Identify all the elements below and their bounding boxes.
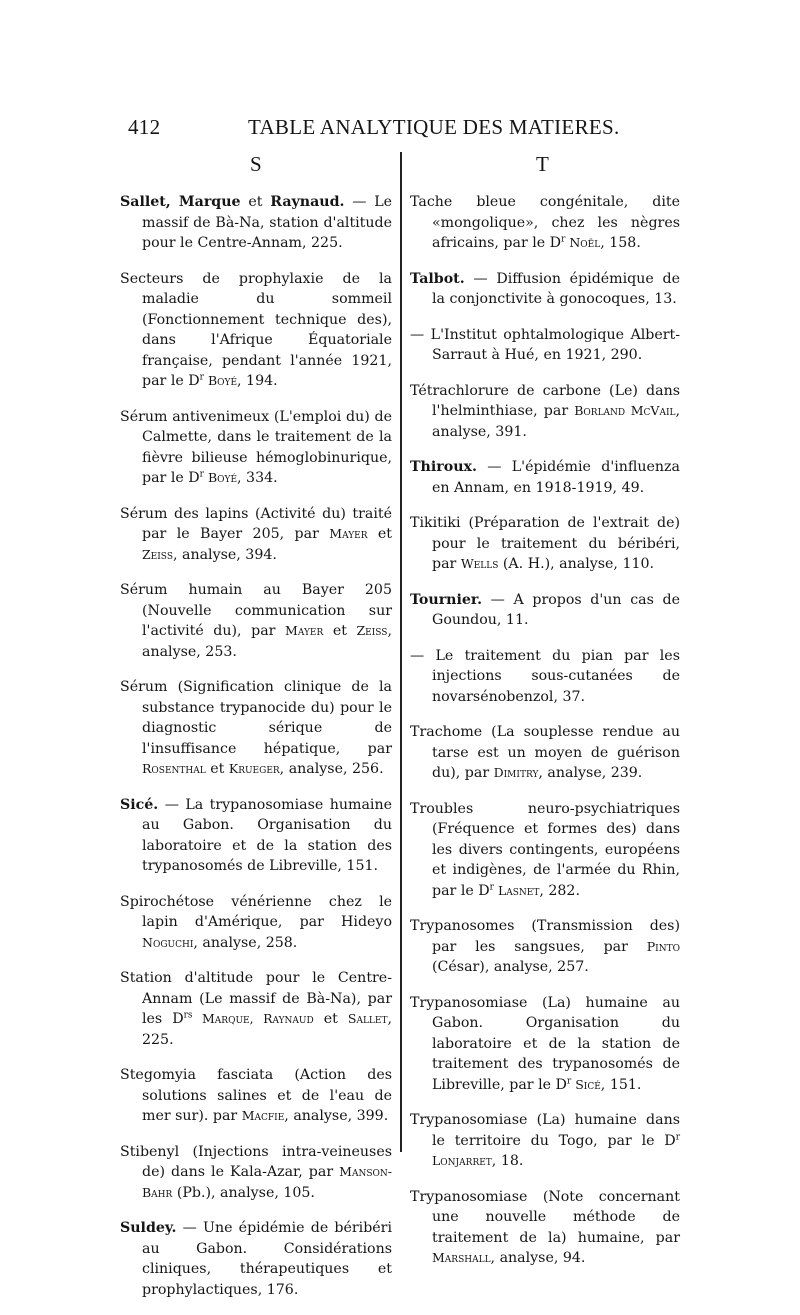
cited-author: Wells [460, 556, 499, 571]
entry-text: , analyse, 391. [432, 403, 680, 440]
entry-text: Sérum des lapins (Activité du) traité par le Bayer 205, par [120, 505, 392, 542]
entry-text: (A. H.), analyse, 110. [498, 556, 655, 572]
page-number: 412 [128, 115, 161, 139]
index-entry [410, 269, 680, 310]
entry-text: , 282. [539, 882, 580, 899]
entry-text: et [323, 623, 357, 639]
entry-text: et [205, 761, 229, 777]
entry-text: , analyse, 258. [193, 934, 298, 951]
cited-author: Marshall [432, 1250, 491, 1265]
entry-text: , analyse, 256. [279, 761, 384, 777]
entry-text: — La trypanosomiase humaine au Gabon. Organisation du laboratoire et de la station des trypanosomés de Libreville, 151. [142, 796, 392, 874]
entry-text: Troubles neuro-psychiatriques (Fréquence et formes des) dans les divers contingents, européens et indigènes, de l'armée du Rhin, par le D [410, 800, 680, 899]
entry-text: , analyse, 94. [490, 1250, 586, 1266]
entry-text: Trypanosomiase (Note concernant une nouvelle méthode de traitement de la) humaine, par [410, 1188, 680, 1246]
entry-text: Secteurs de prophylaxie de la maladie du sommeil (Fonctionnement technique des), dans l'Afrique Équatoriale française, pendant l'année 1921, par le D [120, 270, 392, 389]
entry-text: Spirochétose vénérienne chez le lapin d'Amérique, par Hideyo [120, 893, 392, 930]
author-name: Thiroux. [410, 459, 477, 475]
doctor-superscript: rs [183, 1010, 193, 1021]
cited-author: Mayer [329, 526, 368, 541]
index-entry [410, 1187, 680, 1269]
cited-author: Lasnet [493, 882, 540, 898]
entry-text: Sérum humain au Bayer 205 (Nouvelle communication sur l'activité du), par [120, 582, 392, 639]
entry-text: — Le traitement du pian par les injections sous-cutanées de novarsénobenzol, 37. [410, 647, 680, 705]
entry-text: Trypanosomiase (La) humaine dans le territoire du Togo, par le D [410, 1112, 680, 1149]
entry-text: Sérum (Signification clinique de la substance trypanocide du) pour le diagnostic sérique de l'insuffisance hépatique, par [120, 679, 392, 757]
index-entry [120, 1065, 392, 1127]
index-entry [120, 407, 392, 489]
cited-author: Noguchi [142, 934, 194, 950]
entry-text: , analyse, 239. [538, 765, 643, 781]
entry-text: — L'Institut ophtalmologique Albert-Sarraut à Hué, en 1921, 290. [410, 326, 680, 363]
author-name: Sicé. [120, 796, 159, 813]
entry-text: , 151. [600, 1076, 642, 1093]
index-entry [410, 722, 680, 784]
entry-text: — Le massif de Bà-Na, station d'altitude pour le Centre-Annam, 225. [142, 194, 393, 251]
entry-text: — Une épidémie de béribéri au Gabon. Considérations cliniques, thérapeutiques et prophylactiques, 176. [142, 1220, 392, 1298]
doctor-superscript: r [199, 372, 204, 383]
column-letter-t: T [536, 152, 549, 176]
column-letter-s: S [250, 152, 262, 176]
index-entry [120, 795, 392, 877]
author-name: Talbot. [410, 270, 465, 287]
index-entry [120, 677, 392, 780]
cited-author: Dimitry [493, 765, 539, 780]
cited-author: Borland McVail [574, 403, 676, 418]
entry-text: , analyse, 394. [172, 546, 277, 563]
doctor-superscript: r [489, 881, 494, 892]
index-entry [120, 968, 392, 1050]
index-entry [120, 269, 392, 392]
cited-author: Lonjarret [432, 1153, 492, 1168]
index-entry [120, 1142, 392, 1204]
entry-text: — A propos d'un cas de Goundou, 11. [432, 591, 680, 628]
entry-text: Tétrachlorure de carbone (Le) dans l'helminthiase, par [410, 382, 680, 419]
page-title: TABLE ANALYTIQUE DES MATIERES. [248, 115, 620, 139]
index-entry [410, 993, 680, 1096]
doctor-superscript: r [561, 234, 566, 245]
entry-text: Stegomyia fasciata (Action des solutions salines et de l'eau de mer sur). par [120, 1067, 392, 1124]
entry-text: — L'épidémie d'influenza en Annam, en 1918-1919, 49. [432, 459, 680, 496]
entry-text: et [367, 526, 393, 542]
index-entry [410, 192, 680, 254]
index-entry [410, 916, 680, 978]
cited-author: Boyé [203, 470, 238, 485]
index-entry [410, 381, 680, 443]
entry-text: , 158. [600, 235, 641, 251]
author-name: Raynaud. [270, 194, 345, 210]
entry-text: , 194. [237, 373, 278, 389]
index-entry [410, 325, 680, 366]
cited-author: Macfie [241, 1108, 285, 1123]
entry-text: — Diffusion épidémique de la conjonctivite à gonocoques, 13. [432, 270, 680, 307]
entry-text: (César), analyse, 257. [432, 959, 589, 975]
entry-text: , 334. [237, 470, 278, 486]
author-name: Sallet, Marque [120, 194, 241, 210]
index-entry [120, 580, 392, 662]
left-column [120, 192, 392, 1315]
cited-author: Krueger [228, 761, 280, 776]
column-divider [400, 152, 402, 1152]
index-entry [410, 799, 680, 902]
entry-text: , 18. [491, 1153, 524, 1169]
cited-author: Zeiss [142, 546, 173, 562]
entry-text: et [240, 194, 271, 210]
cited-author: Zeiss [356, 623, 388, 638]
entry-text: , analyse, 399. [284, 1108, 389, 1124]
index-entry [410, 1110, 680, 1172]
index-entry [410, 457, 680, 498]
right-column [410, 192, 680, 1284]
entry-text: Stibenyl (Injections intra-veineuses de) dans le Kala-Azar, par [120, 1143, 392, 1180]
doctor-superscript: r [675, 1131, 680, 1142]
entry-text: Tache bleue congénitale, dite «mongolique», chez les nègres africains, par le D [410, 194, 680, 251]
cited-author: Sallet [347, 1011, 388, 1026]
entry-text: et [313, 1011, 348, 1027]
doctor-superscript: r [566, 1075, 572, 1086]
entry-text: , 225. [142, 1011, 392, 1048]
entry-text: Tikitiki (Préparation de l'extrait de) pour le traitement du béribéri, par [410, 515, 680, 572]
cited-author: Noël [565, 235, 601, 250]
cited-author: Sicé [571, 1076, 601, 1092]
cited-author: Manson-Bahr [142, 1164, 392, 1200]
cited-author: Marque, Raynaud [192, 1011, 314, 1026]
index-entry [410, 590, 680, 631]
entry-text: Sérum antivenimeux (L'emploi du) de Calmette, dans le traitement de la fièvre bilieuse hémoglobinurique, par le D [120, 408, 392, 486]
entry-text: Trachome (La souplesse rendue au tarse est un moyen de guérison du), par [410, 724, 680, 781]
index-entry [410, 513, 680, 575]
index-entry [120, 892, 392, 954]
entry-text: Trypanosomiase (La) humaine au Gabon. Organisation du laboratoire et de la station de traitement des trypanosomés de Libreville, par le D [410, 994, 680, 1093]
index-entry [120, 504, 392, 566]
doctor-superscript: r [199, 469, 204, 480]
cited-author: Mayer [285, 623, 324, 638]
entry-text: Station d'altitude pour le Centre-Annam (Le massif de Bà-Na), par les D [120, 970, 392, 1027]
cited-author: Rosenthal [142, 761, 206, 776]
cited-author: Pinto [646, 938, 680, 954]
index-entry [120, 192, 392, 254]
index-entry [410, 646, 680, 708]
author-name: Tournier. [410, 591, 483, 608]
cited-author: Boyé [203, 373, 238, 388]
index-entry [120, 1218, 392, 1300]
entry-text: , analyse, 253. [142, 623, 392, 660]
author-name: Suldey. [120, 1220, 177, 1236]
entry-text: (Pb.), analyse, 105. [172, 1184, 315, 1201]
entry-text: Trypanosomes (Transmission des) par les sangsues, par [410, 918, 680, 955]
